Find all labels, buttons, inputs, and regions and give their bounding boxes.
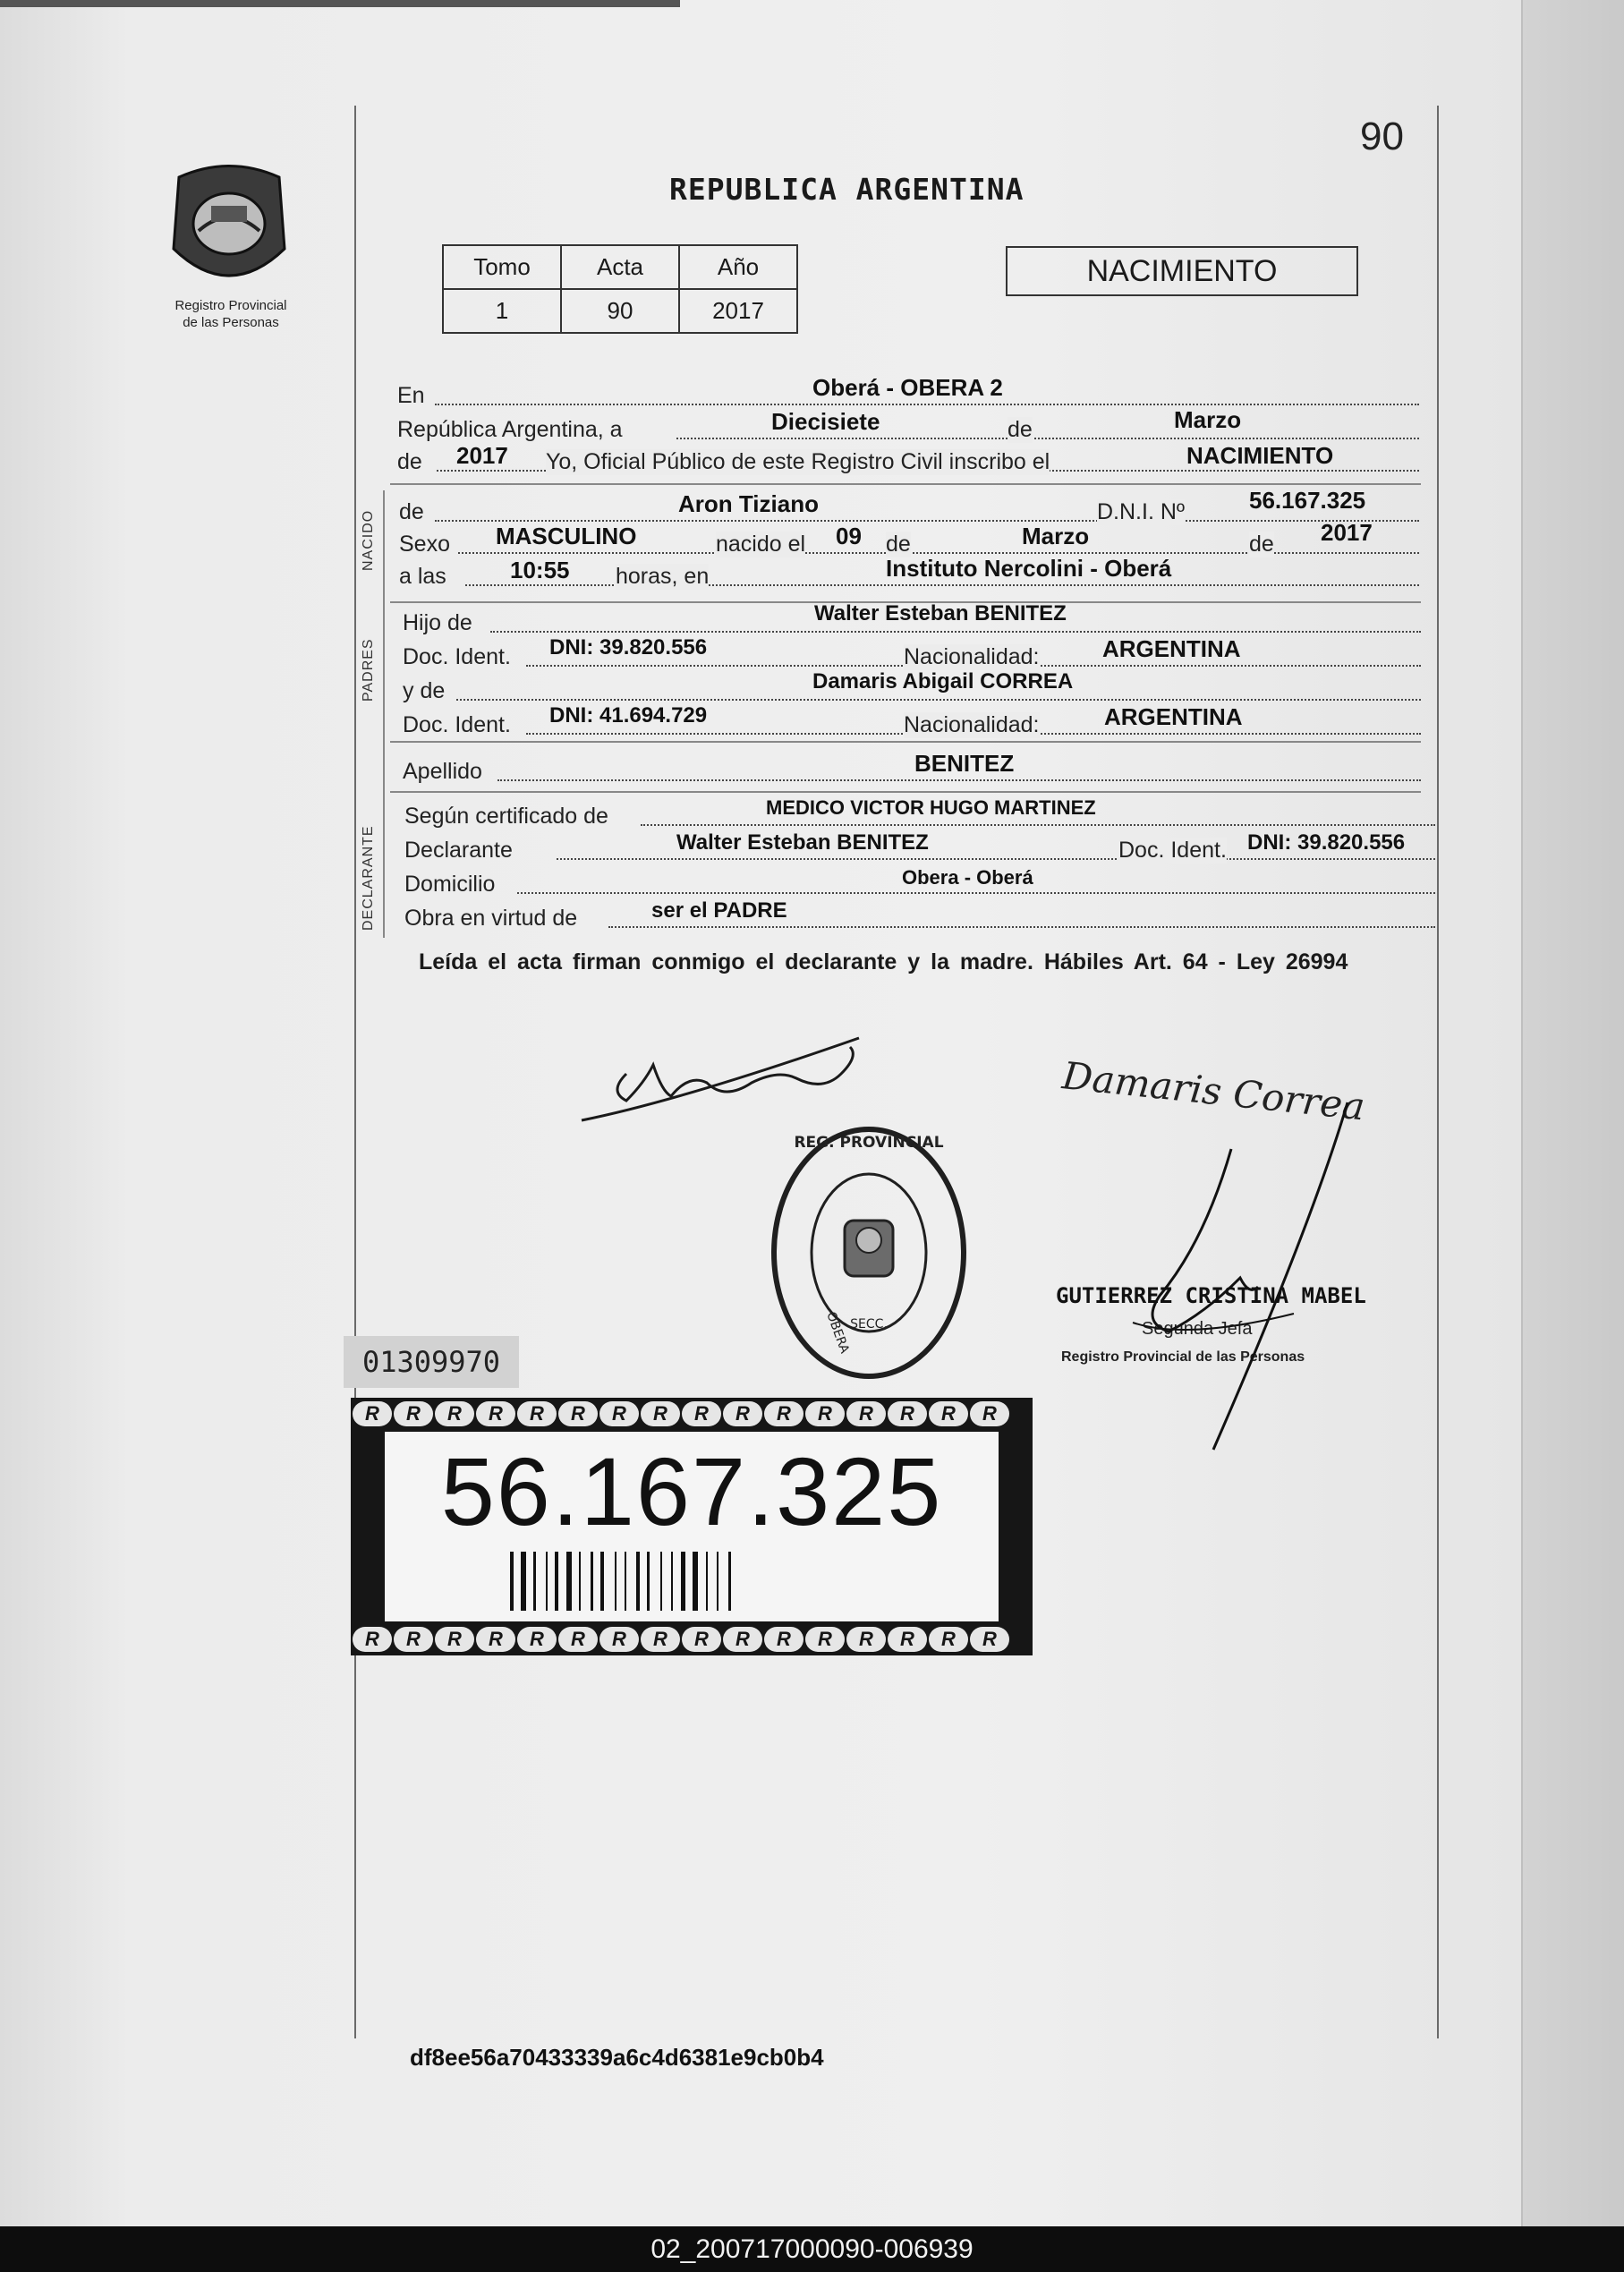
nacionalidad-label: Nacionalidad:: [904, 712, 1040, 737]
svg-text:SECC.: SECC.: [850, 1317, 888, 1332]
pattern-r-icon: R: [723, 1627, 762, 1652]
domicilio-label: Domicilio: [404, 872, 496, 897]
mother-nationality: ARGENTINA: [1104, 703, 1243, 730]
reference-table: [442, 244, 798, 334]
barcode-bar: [533, 1552, 536, 1611]
pattern-r-icon: R: [353, 1627, 392, 1652]
day-value: Diecisiete: [771, 408, 880, 435]
barcode-bar: [647, 1552, 650, 1611]
doc-label: Doc. Ident.: [403, 712, 511, 737]
reference-table-value-row: [443, 289, 797, 333]
apellido-label: Apellido: [403, 759, 482, 784]
de-label: de: [1008, 417, 1033, 442]
dotted-line: [465, 584, 1419, 586]
pattern-r-icon: R: [764, 1627, 803, 1652]
pattern-r-icon: R: [558, 1401, 598, 1426]
pattern-r-icon: R: [929, 1627, 968, 1652]
declarante-doc: DNI: 39.820.556: [1247, 830, 1406, 855]
svg-text:REG. PROVINCIAL: REG. PROVINCIAL: [794, 1134, 944, 1152]
republica-label: República Argentina, a: [397, 417, 623, 442]
alas-label: a las: [399, 564, 446, 589]
pattern-r-icon: R: [846, 1627, 886, 1652]
pattern-r-icon: R: [888, 1401, 927, 1426]
dotted-line: [608, 926, 1435, 928]
horas-label: horas, en: [616, 564, 710, 589]
pattern-r-icon: R: [517, 1401, 557, 1426]
page-number: 90: [1360, 115, 1404, 158]
file-identifier-footer: 02_200717000090-006939: [0, 2226, 1624, 2272]
sexo-label: Sexo: [399, 532, 450, 557]
child-sexo: MASCULINO: [496, 523, 637, 549]
barcode-bar: [625, 1552, 626, 1611]
pattern-r-icon: R: [599, 1401, 639, 1426]
act-type-box: NACIMIENTO: [1006, 246, 1358, 296]
table-cell: 2017: [679, 289, 797, 333]
yde-label: y de: [403, 678, 446, 703]
birth-day: 09: [836, 523, 862, 549]
pattern-r-icon: R: [558, 1627, 598, 1652]
logo-caption-line: Registro Provincial: [174, 298, 287, 313]
dotted-line: [517, 892, 1435, 894]
birth-time: 10:55: [510, 557, 570, 583]
father-name: Walter Esteban BENITEZ: [814, 601, 1067, 625]
registry-seal-stamp: [757, 1117, 981, 1389]
svg-text:OBERA: OBERA: [823, 1309, 852, 1356]
child-name: Aron Tiziano: [678, 490, 819, 517]
dotted-line: [676, 438, 1419, 439]
dotted-line: [557, 858, 1435, 860]
serial-sticker: 01309970: [344, 1336, 519, 1388]
father-signature: [573, 1020, 868, 1127]
pattern-r-icon: R: [970, 1401, 1009, 1426]
dotted-line: [497, 779, 1421, 781]
barcode-bar: [681, 1552, 685, 1611]
inscribo-label: Yo, Oficial Público de este Registro Civil inscribo el: [546, 449, 1050, 474]
doc-label: Doc. Ident.: [403, 644, 511, 669]
barcode-bar: [636, 1552, 640, 1611]
pattern-r-icon: R: [723, 1401, 762, 1426]
section-label-declarante: DECLARANTE: [361, 825, 376, 931]
barcode-bar: [693, 1552, 698, 1611]
barcode-bar: [615, 1552, 616, 1611]
dni-sticker: [351, 1398, 1033, 1655]
barcode-bar: [555, 1552, 558, 1611]
en-label: En: [397, 383, 425, 408]
father-doc: DNI: 39.820.556: [549, 635, 708, 659]
year-value: 2017: [456, 442, 508, 469]
official-signature: [1106, 1099, 1374, 1453]
dotted-line: [458, 552, 1419, 554]
pattern-r-icon: R: [476, 1401, 515, 1426]
separator-line: [390, 483, 1421, 485]
pattern-r-icon: R: [682, 1401, 721, 1426]
de-label: de: [886, 532, 911, 557]
table-header: Año: [679, 245, 797, 289]
pattern-r-icon: R: [805, 1627, 845, 1652]
table-cell: 90: [561, 289, 679, 333]
province-crest-icon: [161, 159, 297, 294]
barcode-bar: [717, 1552, 718, 1611]
pattern-r-icon: R: [641, 1627, 680, 1652]
en-value: Oberá - OBERA 2: [812, 374, 1003, 401]
pattern-r-icon: R: [517, 1627, 557, 1652]
nacionalidad-label: Nacionalidad:: [904, 644, 1040, 669]
pattern-r-icon: R: [394, 1401, 433, 1426]
pattern-r-icon: R: [435, 1627, 474, 1652]
barcode-bar: [566, 1552, 572, 1611]
pattern-row-top: [351, 1398, 1033, 1430]
barcode-bar: [579, 1552, 581, 1611]
pattern-r-icon: R: [641, 1401, 680, 1426]
barcode: [510, 1552, 886, 1611]
mother-name: Damaris Abigail CORREA: [812, 669, 1074, 694]
pattern-r-icon: R: [929, 1401, 968, 1426]
table-header: Acta: [561, 245, 679, 289]
page-title: REPUBLICA ARGENTINA: [669, 172, 1025, 207]
hijo-label: Hijo de: [403, 610, 472, 635]
obra-value: ser el PADRE: [651, 898, 787, 923]
apellido-value: BENITEZ: [914, 750, 1015, 777]
dni-label-area: [385, 1432, 999, 1621]
pattern-r-icon: R: [970, 1627, 1009, 1652]
official-name-stamp: GUTIERREZ CRISTINA MABEL: [1056, 1283, 1366, 1308]
dotted-line: [641, 824, 1435, 826]
page-edge: [1521, 0, 1624, 2226]
pattern-r-icon: R: [435, 1401, 474, 1426]
official-title-stamp: Segunda Jefa: [1142, 1319, 1253, 1339]
pattern-r-icon: R: [599, 1627, 639, 1652]
birth-year: 2017: [1321, 519, 1373, 546]
birth-place: Instituto Nercolini - Oberá: [886, 555, 1172, 582]
barcode-bar: [521, 1552, 526, 1611]
section-divider-line: [383, 490, 385, 938]
pattern-r-icon: R: [394, 1627, 433, 1652]
left-margin-line: [354, 106, 356, 2038]
declarante-value: Walter Esteban BENITEZ: [676, 830, 929, 855]
reference-table-header-row: [443, 245, 797, 289]
birth-month: Marzo: [1022, 523, 1090, 549]
dotted-line: [490, 631, 1421, 633]
inscribo-value: NACIMIENTO: [1186, 442, 1334, 469]
pattern-r-icon: R: [805, 1401, 845, 1426]
obra-label: Obra en virtud de: [404, 906, 578, 931]
pattern-r-icon: R: [764, 1401, 803, 1426]
pattern-r-icon: R: [846, 1401, 886, 1426]
barcode-bar: [706, 1552, 708, 1611]
table-cell: 1: [443, 289, 561, 333]
pattern-r-icon: R: [682, 1627, 721, 1652]
section-label-nacido: NACIDO: [361, 509, 376, 571]
dotted-line: [456, 699, 1421, 701]
svg-text:Damaris Correa: Damaris Correa: [1059, 1053, 1367, 1129]
barcode-bar: [728, 1552, 731, 1611]
document-hash: df8ee56a70433339a6c4d6381e9cb0b4: [410, 2044, 824, 2071]
pattern-row-bottom: [351, 1623, 1033, 1655]
dotted-line: [435, 404, 1419, 405]
closing-text: Leída el acta firman conmigo el declarante y la madre. Hábiles Art. 64 - Ley 26994: [419, 949, 1348, 974]
de-label: de: [1249, 532, 1274, 557]
separator-line: [390, 741, 1421, 743]
barcode-bar: [671, 1552, 673, 1611]
scan-edge: [0, 0, 680, 7]
de-label: de: [397, 449, 422, 474]
section-label-padres: PADRES: [361, 638, 376, 702]
logo-caption-line: de las Personas: [183, 315, 279, 330]
right-margin-line: [1437, 106, 1439, 2038]
logo-caption: [143, 297, 319, 331]
pattern-r-icon: R: [353, 1401, 392, 1426]
nacido-label: nacido el: [716, 532, 806, 557]
doc-label: Doc. Ident.: [1118, 838, 1227, 863]
dni-label: D.N.I. Nº: [1097, 499, 1186, 524]
barcode-bar: [660, 1552, 662, 1611]
father-nationality: ARGENTINA: [1102, 635, 1241, 662]
pattern-r-icon: R: [888, 1627, 927, 1652]
barcode-bar: [591, 1552, 593, 1611]
barcode-bar: [600, 1552, 604, 1611]
separator-line: [390, 791, 1421, 793]
official-office-stamp: Registro Provincial de las Personas: [1061, 1349, 1305, 1365]
table-header: Tomo: [443, 245, 561, 289]
domicilio-value: Obera - Oberá: [902, 866, 1033, 889]
pattern-r-icon: R: [476, 1627, 515, 1652]
mother-doc: DNI: 41.694.729: [549, 703, 708, 728]
certificado-value: MEDICO VICTOR HUGO MARTINEZ: [766, 796, 1096, 819]
declarante-label: Declarante: [404, 838, 513, 863]
child-dni: 56.167.325: [1249, 487, 1366, 514]
dotted-line: [435, 520, 1419, 522]
dni-sticker-number: 56.167.325: [440, 1437, 943, 1545]
barcode-bar: [510, 1552, 514, 1611]
barcode-bar: [546, 1552, 548, 1611]
segun-label: Según certificado de: [404, 804, 608, 829]
month-value: Marzo: [1174, 406, 1242, 433]
de-label: de: [399, 499, 424, 524]
